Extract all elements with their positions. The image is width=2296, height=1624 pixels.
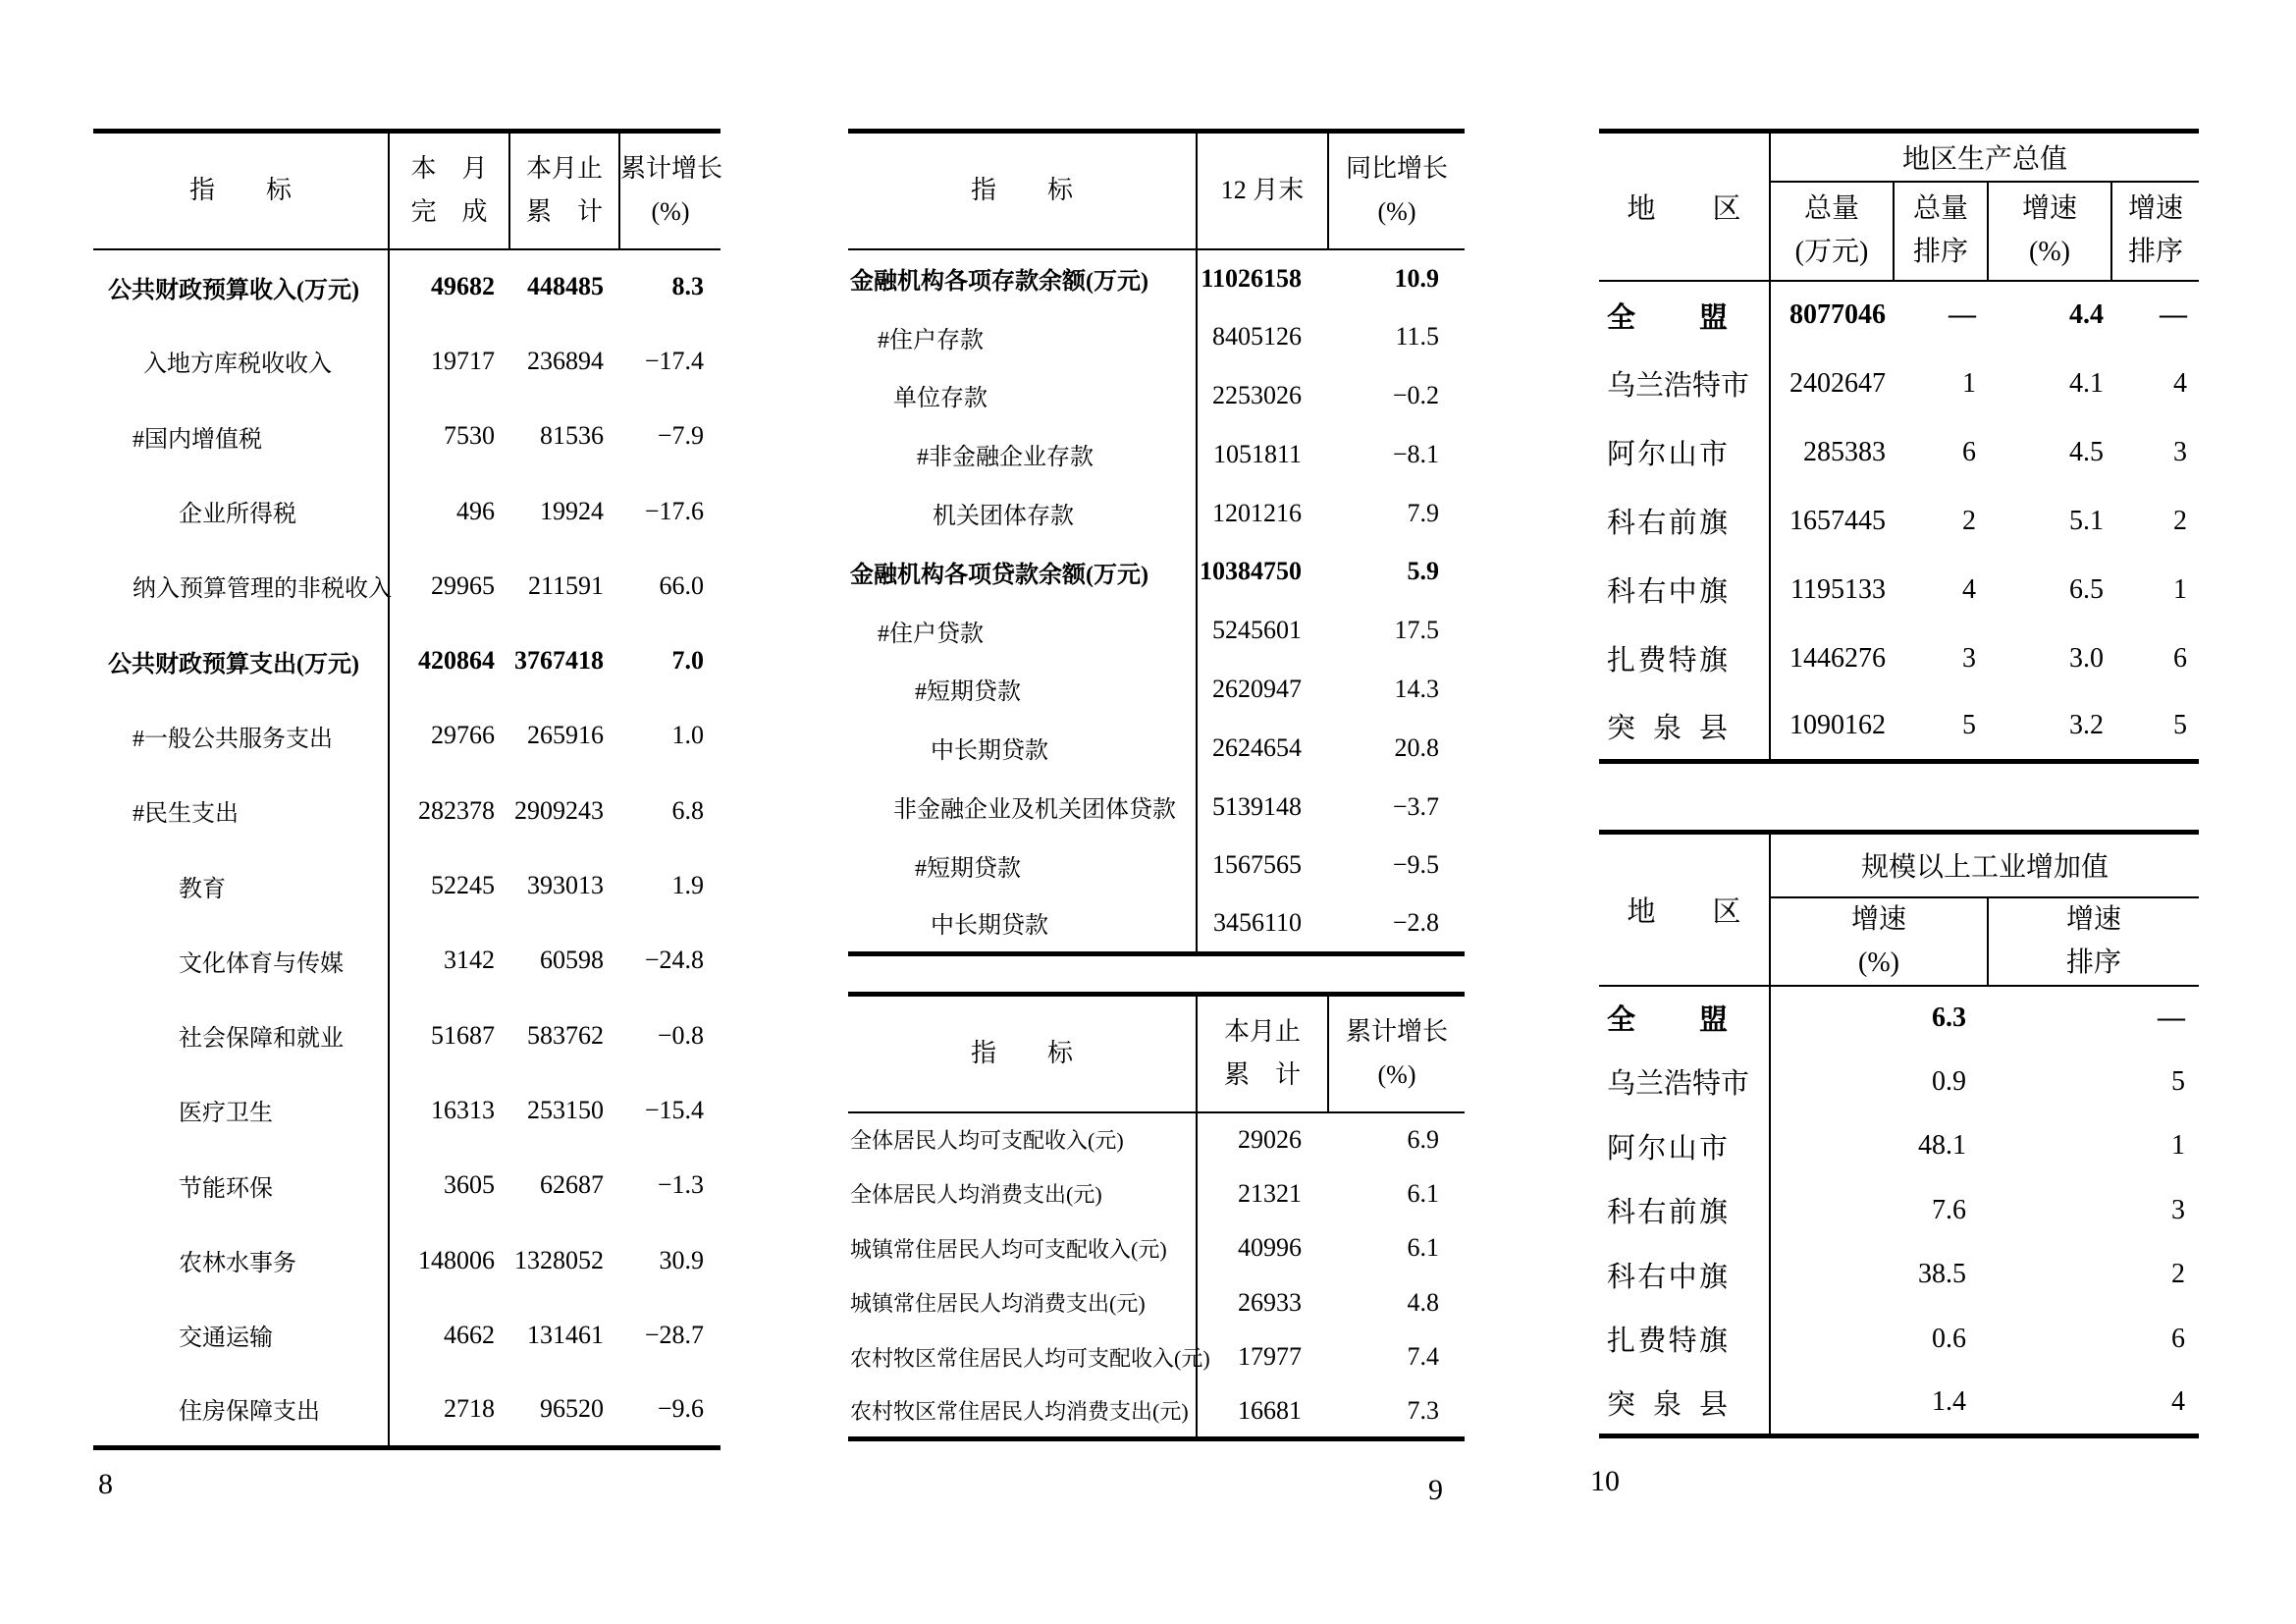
indicator-cell: 全体居民人均消费支出(元) — [848, 1166, 1197, 1221]
indicator-cell: 文化体育与传媒 — [93, 923, 389, 998]
header-row — [1599, 833, 2199, 897]
value-cell: 3456110 — [1212, 907, 1302, 937]
indicator-cell: #民生支出 — [93, 774, 389, 848]
value-cell: 4.5 — [2069, 436, 2104, 467]
value-cell: 7.0 — [671, 646, 704, 676]
value-cell: 236894 — [527, 346, 604, 375]
value-cell: 5139148 — [1212, 791, 1302, 821]
industrial-table — [1599, 830, 2199, 1438]
value-cell: −3.7 — [1392, 791, 1439, 821]
value-cell: 7.4 — [1407, 1342, 1439, 1372]
header-label: 增速 — [1850, 903, 1906, 935]
region-cell: 科右中旗 — [1599, 1243, 1770, 1308]
table-row — [1599, 1243, 2199, 1308]
table-row — [93, 249, 721, 324]
table-row — [848, 778, 1465, 837]
table-row — [848, 719, 1465, 778]
value-cell: 2 — [2173, 505, 2188, 536]
value-cell: 2 — [1962, 505, 1976, 536]
region-cell: 扎费特旗 — [1599, 624, 1770, 693]
page-number: 9 — [1428, 1474, 1443, 1506]
value-cell: 3 — [2171, 1194, 2186, 1225]
value-cell: 211591 — [527, 570, 604, 600]
page-number: 8 — [98, 1468, 113, 1500]
header-label: 累 计 — [1223, 1060, 1301, 1090]
region-cell: 突泉县 — [1599, 693, 1770, 762]
value-cell: 6 — [2171, 1323, 2186, 1354]
value-cell: −24.8 — [644, 946, 704, 975]
value-cell: −9.5 — [1392, 850, 1439, 880]
value-cell: 62687 — [540, 1170, 604, 1200]
indicator-cell: 社会保障和就业 — [93, 998, 389, 1072]
header-row — [93, 132, 721, 249]
indicator-cell: 城镇常住居民人均消费支出(元) — [848, 1275, 1197, 1330]
table-row — [848, 249, 1465, 308]
value-cell: 96520 — [540, 1393, 604, 1423]
value-cell: 7.6 — [1932, 1194, 1966, 1225]
value-cell: 1195133 — [1790, 573, 1886, 605]
table-row — [93, 473, 721, 548]
value-cell: 496 — [456, 496, 495, 525]
column-header-region: 地 区 — [1599, 132, 1770, 281]
column-header-growth — [1328, 995, 1465, 1112]
value-cell: 282378 — [418, 795, 495, 825]
table-row — [848, 1166, 1465, 1221]
value-cell: 1328052 — [514, 1245, 604, 1274]
value-cell: 2718 — [444, 1393, 495, 1423]
value-cell: 8077046 — [1789, 299, 1886, 330]
column-header-growth — [619, 132, 721, 249]
column-header-region: 地 区 — [1599, 833, 1770, 986]
header-label: 累 计 — [525, 197, 603, 227]
region-cell: 突泉县 — [1599, 1372, 1770, 1436]
page-number: 10 — [1590, 1465, 1620, 1497]
table-row — [1599, 986, 2199, 1051]
indicator-cell: 交通运输 — [93, 1298, 389, 1373]
value-cell: 6.5 — [2069, 573, 2104, 605]
header-label: 累计增长 — [1345, 1017, 1448, 1047]
indicator-cell: 全体居民人均可支配收入(元) — [848, 1112, 1197, 1167]
value-cell: 4 — [2171, 1386, 2186, 1417]
value-cell: 131461 — [527, 1320, 604, 1349]
value-cell: −28.7 — [644, 1320, 704, 1349]
indicator-cell: #国内增值税 — [93, 399, 389, 473]
value-cell: 2909243 — [514, 795, 604, 825]
header-label: 12 月末 — [1220, 176, 1305, 205]
value-cell: 0.9 — [1932, 1065, 1966, 1097]
value-cell: 11026158 — [1201, 263, 1302, 293]
table-row — [848, 1275, 1465, 1330]
table-row — [1599, 350, 2199, 418]
header-label: 增速 — [2128, 193, 2184, 224]
value-cell: 4.8 — [1407, 1287, 1439, 1317]
indicator-cell: 城镇常住居民人均可支配收入(元) — [848, 1221, 1197, 1276]
value-cell: −17.4 — [644, 346, 704, 375]
value-cell: 4 — [1962, 573, 1976, 605]
value-cell: 40996 — [1238, 1233, 1302, 1263]
column-header-cumulative — [509, 132, 619, 249]
value-cell: 10384750 — [1200, 557, 1302, 586]
gdp-table — [1599, 129, 2199, 764]
indicator-cell: 中长期贷款 — [848, 719, 1197, 778]
value-cell: 8.3 — [671, 272, 704, 301]
value-cell: 6 — [2173, 642, 2188, 674]
region-cell: 乌兰浩特市 — [1599, 1050, 1770, 1114]
value-cell: 21321 — [1238, 1178, 1302, 1208]
value-cell: 2624654 — [1212, 732, 1302, 762]
value-cell: 17977 — [1238, 1342, 1302, 1372]
header-label: 累计增长 — [620, 154, 723, 184]
value-cell: 3.2 — [2069, 710, 2104, 741]
region-cell: 科右前旗 — [1599, 487, 1770, 556]
indicator-cell: 公共财政预算收入(万元) — [93, 249, 389, 324]
value-cell: 1657445 — [1789, 505, 1886, 536]
column-header-total — [1770, 182, 1894, 281]
indicator-cell: 农村牧区常住居民人均可支配收入(元) — [848, 1330, 1197, 1385]
table-row — [93, 1148, 721, 1222]
header-label: 指 标 — [188, 176, 292, 205]
value-cell: 3 — [1962, 642, 1976, 674]
income-table — [848, 992, 1465, 1441]
value-cell: 19924 — [540, 496, 604, 525]
value-cell: 48.1 — [1918, 1130, 1966, 1162]
column-header-yoy-growth — [1328, 132, 1465, 249]
value-cell: 2253026 — [1212, 380, 1302, 409]
indicator-cell: 教育 — [93, 848, 389, 923]
value-cell: 1051811 — [1212, 439, 1302, 468]
value-cell: 29026 — [1238, 1124, 1302, 1154]
table-row — [848, 1384, 1465, 1439]
value-cell: 5.9 — [1407, 557, 1439, 586]
value-cell: — — [2160, 299, 2188, 330]
table-row — [848, 484, 1465, 543]
column-header-total-rank — [1894, 182, 1988, 281]
table-row — [848, 542, 1465, 601]
value-cell: 6.3 — [1932, 1001, 1966, 1033]
header-label: (%) — [1377, 1060, 1416, 1090]
header-label: 增速 — [2021, 193, 2077, 224]
value-cell: 0.6 — [1932, 1323, 1966, 1354]
header-label: 同比增长 — [1345, 154, 1448, 184]
value-cell: 265916 — [527, 721, 604, 750]
table-row — [1599, 693, 2199, 762]
indicator-cell: #短期贷款 — [848, 836, 1197, 894]
value-cell: 38.5 — [1918, 1259, 1966, 1290]
table-row — [93, 1373, 721, 1447]
value-cell: 3 — [2173, 436, 2188, 467]
table-row — [848, 894, 1465, 953]
header-label: (%) — [2029, 237, 2070, 267]
value-cell: 17.5 — [1394, 616, 1439, 645]
table-row — [1599, 1114, 2199, 1179]
value-cell: 1 — [1962, 367, 1976, 399]
table-row — [93, 549, 721, 623]
value-cell: 1.9 — [671, 871, 704, 900]
indicator-cell: 金融机构各项存款余额(万元) — [848, 249, 1197, 308]
table-row — [848, 425, 1465, 484]
region-cell: 乌兰浩特市 — [1599, 350, 1770, 418]
value-cell: 1090162 — [1789, 710, 1886, 741]
value-cell: — — [1949, 299, 1976, 330]
table-row — [93, 623, 721, 698]
header-label: 指 标 — [970, 1039, 1073, 1068]
value-cell: 6.9 — [1407, 1124, 1439, 1154]
value-cell: 52245 — [431, 871, 495, 900]
table-row — [93, 848, 721, 923]
deposits-loans-table — [848, 129, 1465, 956]
region-cell: 阿尔山市 — [1599, 1114, 1770, 1179]
group-header-industry: 规模以上工业增加值 — [1770, 833, 2199, 897]
value-cell: 253150 — [527, 1095, 604, 1124]
header-label: 指 标 — [970, 176, 1073, 205]
value-cell: 14.3 — [1394, 674, 1439, 703]
indicator-cell: 公共财政预算支出(万元) — [93, 623, 389, 698]
value-cell: 1567565 — [1212, 850, 1302, 880]
table-row — [848, 836, 1465, 894]
header-label: 总量 — [1912, 193, 1968, 224]
value-cell: 3767418 — [514, 646, 604, 676]
column-header-growth-rank — [2111, 182, 2199, 281]
value-cell: 1.4 — [1932, 1386, 1966, 1417]
value-cell: 4 — [2173, 367, 2188, 399]
header-label: (%) — [1858, 947, 1899, 978]
value-cell: 1 — [2173, 573, 2188, 605]
value-cell: 1 — [2171, 1130, 2186, 1162]
value-cell: 7530 — [444, 421, 495, 451]
column-header-cumulative — [1197, 995, 1328, 1112]
table-row — [848, 660, 1465, 719]
value-cell: 2402647 — [1789, 367, 1886, 399]
value-cell: 6.1 — [1407, 1178, 1439, 1208]
column-header-growth — [1988, 182, 2111, 281]
indicator-cell: 节能环保 — [93, 1148, 389, 1222]
header-label: 排序 — [2128, 237, 2184, 267]
header-label: (%) — [651, 197, 690, 227]
value-cell: 285383 — [1803, 436, 1886, 467]
value-cell: 420864 — [418, 646, 495, 676]
value-cell: 8405126 — [1212, 322, 1302, 352]
header-label: 总量 — [1803, 193, 1859, 224]
value-cell: −9.6 — [657, 1393, 704, 1423]
value-cell: 66.0 — [659, 570, 704, 600]
table-row — [93, 1298, 721, 1373]
value-cell: 29766 — [431, 721, 495, 750]
value-cell: 3142 — [444, 946, 495, 975]
region-cell: 扎费特旗 — [1599, 1307, 1770, 1372]
value-cell: 2 — [2171, 1259, 2186, 1290]
value-cell: 81536 — [540, 421, 604, 451]
table-row — [1599, 1050, 2199, 1114]
value-cell: −0.8 — [657, 1020, 704, 1050]
table-row — [848, 307, 1465, 366]
table-row — [1599, 487, 2199, 556]
table-row — [848, 1221, 1465, 1276]
table-row — [93, 698, 721, 773]
indicator-cell: #住户贷款 — [848, 601, 1197, 660]
indicator-cell: #住户存款 — [848, 307, 1197, 366]
table-row — [93, 1073, 721, 1148]
indicator-cell: 金融机构各项贷款余额(万元) — [848, 542, 1197, 601]
indicator-cell: 农村牧区常住居民人均消费支出(元) — [848, 1384, 1197, 1439]
header-row — [848, 132, 1465, 249]
value-cell: 5 — [1962, 710, 1976, 741]
value-cell: 10.9 — [1394, 263, 1439, 293]
table-row — [1599, 1307, 2199, 1372]
value-cell: 11.5 — [1395, 322, 1439, 352]
column-header-indicator — [848, 995, 1197, 1112]
region-cell: 全盟 — [1599, 281, 1770, 350]
table-row — [848, 1112, 1465, 1167]
value-cell: −2.8 — [1392, 907, 1439, 937]
value-cell: 5.1 — [2069, 505, 2104, 536]
value-cell: 16681 — [1238, 1395, 1302, 1425]
value-cell: 6 — [1962, 436, 1976, 467]
value-cell: 4.1 — [2069, 367, 2104, 399]
value-cell: 148006 — [418, 1245, 495, 1274]
value-cell: 4662 — [444, 1320, 495, 1349]
column-header-december — [1197, 132, 1328, 249]
header-label: 本 月 — [410, 154, 488, 184]
value-cell: −8.1 — [1392, 439, 1439, 468]
indicator-cell: #非金融企业存款 — [848, 425, 1197, 484]
value-cell: 6.1 — [1407, 1233, 1439, 1263]
table-row — [848, 1330, 1465, 1385]
region-cell: 全盟 — [1599, 986, 1770, 1051]
indicator-cell: 纳入预算管理的非税收入 — [93, 549, 389, 623]
value-cell: 60598 — [540, 946, 604, 975]
indicator-cell: 单位存款 — [848, 366, 1197, 425]
value-cell: 3605 — [444, 1170, 495, 1200]
value-cell: 7.9 — [1407, 498, 1439, 527]
table-row — [93, 923, 721, 998]
table-row — [1599, 624, 2199, 693]
value-cell: 1201216 — [1212, 498, 1302, 527]
value-cell: 1446276 — [1789, 642, 1886, 674]
region-cell: 科右前旗 — [1599, 1178, 1770, 1243]
value-cell: 2620947 — [1212, 674, 1302, 703]
indicator-cell: 中长期贷款 — [848, 894, 1197, 953]
table-row — [93, 998, 721, 1072]
header-label: (万元) — [1794, 237, 1869, 267]
value-cell: 19717 — [431, 346, 495, 375]
header-label: 排序 — [2066, 947, 2122, 978]
table-row — [93, 324, 721, 399]
region-cell: 科右中旗 — [1599, 556, 1770, 624]
value-cell: −1.3 — [657, 1170, 704, 1200]
indicator-cell: 入地方库税收收入 — [93, 324, 389, 399]
value-cell: 7.3 — [1407, 1395, 1439, 1425]
value-cell: −17.6 — [644, 496, 704, 525]
value-cell: 583762 — [527, 1020, 604, 1050]
value-cell: 30.9 — [659, 1245, 704, 1274]
column-header-growth — [1770, 897, 1988, 986]
value-cell: 448485 — [527, 272, 604, 301]
value-cell: −0.2 — [1392, 380, 1439, 409]
table-row — [848, 601, 1465, 660]
value-cell: 1.0 — [671, 721, 704, 750]
indicator-cell: 非金融企业及机关团体贷款 — [848, 778, 1197, 837]
header-row — [848, 995, 1465, 1112]
indicator-cell: 农林水事务 — [93, 1222, 389, 1297]
fiscal-table — [93, 129, 721, 1450]
value-cell: 6.8 — [671, 795, 704, 825]
indicator-cell: #一般公共服务支出 — [93, 698, 389, 773]
value-cell: 5 — [2173, 710, 2188, 741]
value-cell: 51687 — [431, 1020, 495, 1050]
table-row — [93, 399, 721, 473]
indicator-cell: 医疗卫生 — [93, 1073, 389, 1148]
value-cell: 20.8 — [1394, 732, 1439, 762]
table-row — [848, 366, 1465, 425]
header-label: 排序 — [1912, 237, 1968, 267]
value-cell: 5245601 — [1212, 616, 1302, 645]
header-label: 本月止 — [525, 154, 603, 184]
value-cell: 29965 — [431, 570, 495, 600]
value-cell: 5 — [2171, 1065, 2186, 1097]
header-label: 完 成 — [410, 197, 488, 227]
value-cell: 3.0 — [2069, 642, 2104, 674]
indicator-cell: 住房保障支出 — [93, 1373, 389, 1447]
table-row — [1599, 281, 2199, 350]
table-row — [93, 774, 721, 848]
table-row — [1599, 556, 2199, 624]
indicator-cell: 企业所得税 — [93, 473, 389, 548]
value-cell: −7.9 — [657, 421, 704, 451]
table-row — [1599, 1178, 2199, 1243]
region-cell: 阿尔山市 — [1599, 418, 1770, 487]
header-row — [1599, 132, 2199, 182]
table-row — [1599, 1372, 2199, 1436]
value-cell: 26933 — [1238, 1287, 1302, 1317]
value-cell: 16313 — [431, 1095, 495, 1124]
value-cell: 4.4 — [2069, 299, 2104, 330]
indicator-cell: 机关团体存款 — [848, 484, 1197, 543]
value-cell: 393013 — [527, 871, 604, 900]
header-label: (%) — [1377, 197, 1416, 227]
value-cell: — — [2158, 1001, 2186, 1033]
table-row — [1599, 418, 2199, 487]
value-cell: −15.4 — [644, 1095, 704, 1124]
group-header-gdp: 地区生产总值 — [1770, 132, 2199, 182]
column-header-indicator — [848, 132, 1197, 249]
column-header-current-month — [389, 132, 509, 249]
value-cell: 49682 — [431, 272, 495, 301]
indicator-cell: #短期贷款 — [848, 660, 1197, 719]
column-header-growth-rank — [1988, 897, 2199, 986]
table-row — [93, 1222, 721, 1297]
header-label: 本月止 — [1223, 1017, 1301, 1047]
header-label: 增速 — [2066, 903, 2122, 935]
column-header-indicator — [93, 132, 389, 249]
